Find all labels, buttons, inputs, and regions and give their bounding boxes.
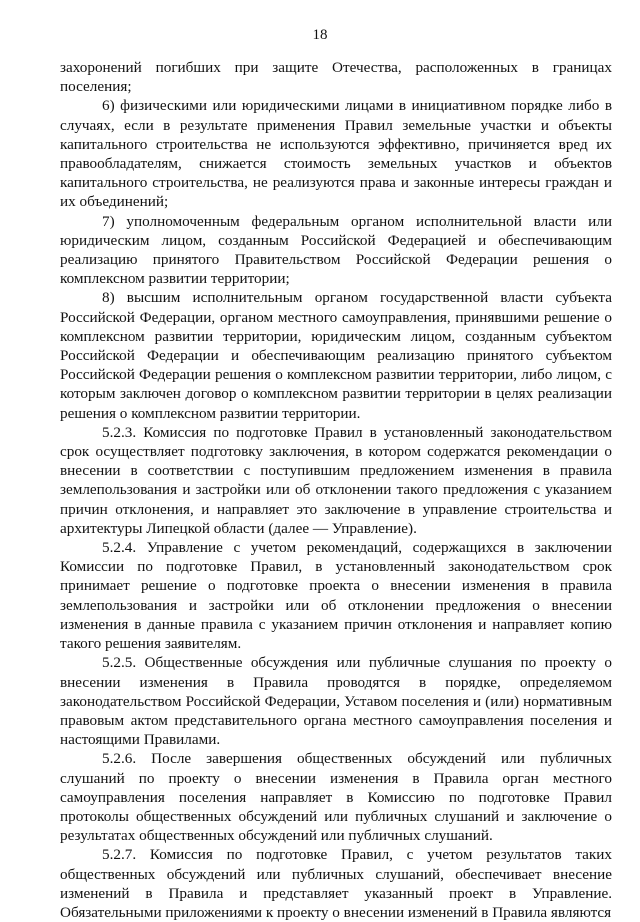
paragraph: 8) высшим исполнительным органом государственной власти субъекта Российской Федерации, органом местного самоуправления, принявшими решение о комплексном развитии территории, юридическим лицом, созданным субъектом Российской Федерации и обеспечивающим реализацию принятого субъектом Российской Федерации решения о комплексном развитии территории, либо лицом, с которым заключен договор о комплексном развитии территории в целях реализации решения о комплексном развитии территории.: [60, 289, 612, 422]
paragraph: 5.2.6. После завершения общественных обсуждений или публичных слушаний по проекту о внесении изменения в Правила орган местного самоуправления поселения направляет в Комиссию по подготовке Правил протоколы общественных обсуждений или публичных слушаний и заключение о результатах общественных обсуждений или публичных слушаний.: [60, 750, 612, 845]
paragraph: 5.2.4. Управление с учетом рекомендаций, содержащихся в заключении Комиссии по подготовке Правил, в установленный законодательством срок принимает решение о подготовке проекта о внесении изменения в правила землепользования и застройки или об отклонении предложения о внесении изменения в данные правила с указанием причин отклонения и направляет копию такого решения заявителям.: [60, 539, 612, 653]
paragraph: 5.2.7. Комиссия по подготовке Правил, с учетом результатов таких общественных обсуждений или публичных слушаний, обеспечивает внесение изменений в Правила и представляет указанный проект в Управление. Обязательными приложениями к проекту о внесении изменений в Правила являются: [60, 846, 612, 921]
paragraph: захоронений погибших при защите Отечества, расположенных в границах поселения;: [60, 59, 612, 96]
paragraph: 5.2.3. Комиссия по подготовке Правил в установленный законодательством срок осуществляет подготовку заключения, в котором содержатся рекомендации о внесении в соответствии с поступившим предложением изменения в правила землепользования и застройки или об отклонении такого предложения с указанием причин отклонения, и направляет это заключение в управление строительства и архитектуры Липецкой области (далее — Управление).: [60, 423, 612, 537]
paragraph: 5.2.5. Общественные обсуждения или публичные слушания по проекту о внесении изменения в Правила проводятся в порядке, определяемом законодательством Российской Федерации, Уставом поселения и (или) нормативным правовым актом представительного органа местного самоуправления поселения и настоящими Правилами.: [60, 654, 612, 749]
page-number: 18: [312, 27, 328, 43]
document-body: [60, 58, 612, 922]
paragraph: 7) уполномоченным федеральным органом исполнительной власти или юридическим лицом, созданным Российской Федерацией и обеспечивающим реализацию принятого Правительством Российской Федерации решения о комплексном развитии территории;: [60, 212, 612, 288]
paragraph: 6) физическими или юридическими лицами в инициативном порядке либо в случаях, если в результате применения Правил земельные участки и объекты капитального строительства не используются эффективно, причиняется вред их правообладателям, снижается стоимость земельных участков и объектов капитального строительства, не реализуются права и законные интересы граждан и их объединений;: [60, 97, 612, 211]
